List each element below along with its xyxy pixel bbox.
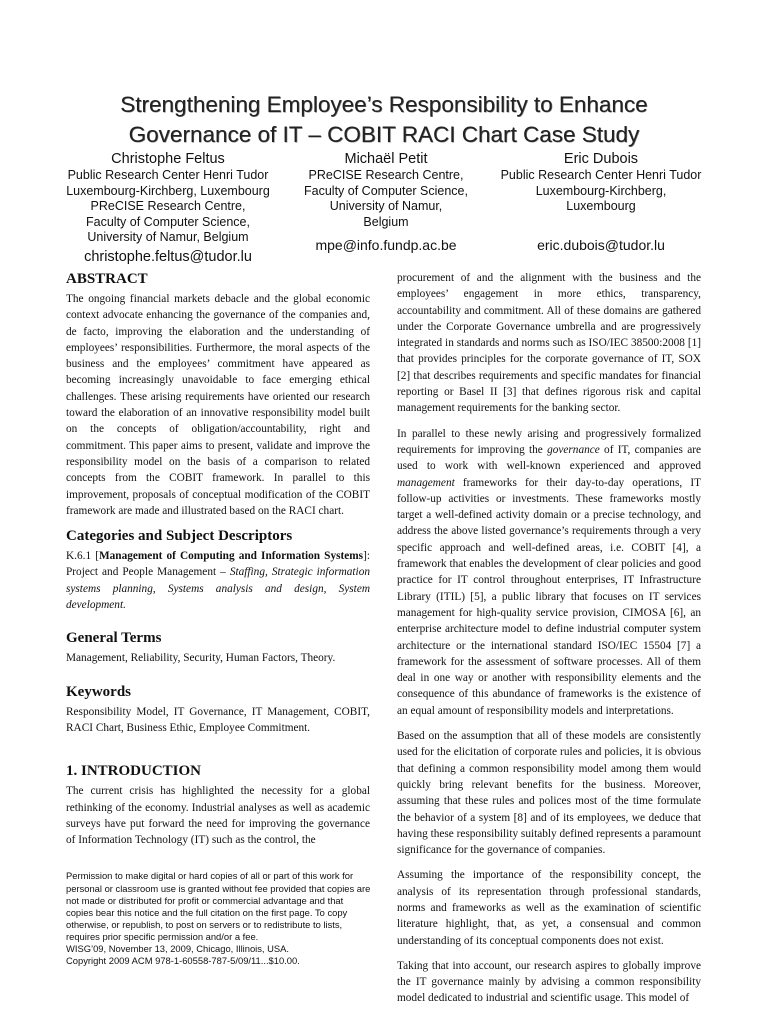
paragraph: Based on the assumption that all of these models are consistently used for the elicitation of corporate rules and policies, it is obvious that defining a common responsibility model among them would quickly bring relevant benefits for the business. Moreover, assuming that these rules and polices most of the time formulate the behavior of a system [8] and of its employees, we deduce that having these responsibility suitably defined represents a paramount significance for the governance of companies. — [397, 730, 701, 857]
text-span: frameworks for their day-to-day operations, IT follow-up activities or investments. These frameworks mostly target a well-defined activity domain or a precise technology, and address the above listed governance’s requirements through a very specific approach and well-defined areas, i.e. COBIT [4], a framework that enables the development of clear policies and good practice for IT control throughout enterprises, IT Infrastructure Library (ITIL) [5], a public library that focuses on IT services management for high-quality service provision, CIMOSA [6], an enterprise architecture model to define industrial computer system architecture or the international standard ISO/IEC 15504 [7] a framework for the assessment of software processes. All of them deal in one way or another with responsibility elements and the consequence of this abundance of frameworks is the existence of an equal amount of responsibility models and interpretations. — [397, 476, 701, 717]
author-affiliation: University of Namur, Belgium — [87, 230, 249, 244]
author-2 — [292, 150, 480, 254]
author-name: Christophe Feltus — [111, 151, 225, 167]
category-code: K.6.1 [ — [66, 550, 99, 563]
author-3 — [486, 150, 716, 254]
permission-line: WISG’09, November 13, 2009, Chicago, Illinois, USA. — [66, 942, 290, 954]
author-affiliation: University of Namur, — [329, 199, 443, 213]
author-email: mpe@info.fundp.ac.be — [315, 237, 457, 253]
author-affiliation: Belgium — [363, 214, 409, 229]
author-email: christophe.feltus@tudor.lu — [84, 248, 252, 265]
general-terms-heading: General Terms — [66, 630, 162, 647]
abstract-heading: ABSTRACT — [66, 271, 148, 287]
author-affiliation: Luxembourg — [566, 199, 636, 213]
permission-line: Permission to make digital or hard copies of all or part of this work for — [66, 870, 354, 882]
introduction-text: The current crisis has highlighted the necessity for a global rethinking of the economy. Industrial analyses as well as academic surveys have put forward the need for improving the governance of Information Technology (IT) such as the control, the — [66, 785, 370, 847]
permission-line: personal or classroom use is granted without fee provided that copies are — [66, 882, 371, 894]
author-name: Michaël Petit — [344, 151, 428, 167]
permission-line: requires prior specific permission and/or a fee. — [66, 930, 259, 942]
author-email: eric.dubois@tudor.lu — [537, 237, 665, 253]
right-column — [397, 270, 701, 1013]
emphasis: governance — [547, 443, 600, 456]
permission-line: not made or distributed for profit or commercial advantage and that — [66, 894, 344, 906]
author-affiliation: Faculty of Computer Science, — [86, 214, 250, 229]
category-name: Management of Computing and Information Systems — [98, 550, 364, 563]
author-affiliation: PReCISE Research Centre, — [308, 168, 464, 182]
author-affiliation: Public Research Center Henri Tudor — [500, 168, 702, 182]
permission-line: otherwise, or republish, to post on servers or to redistribute to lists, — [66, 918, 343, 930]
author-affiliation: Luxembourg-Kirchberg, — [535, 183, 667, 198]
paragraph: Taking that into account, our research aspires to globally improve the IT governance mainly by advising a common responsibility model dedicated to industrial and scientific usage. This model of — [397, 959, 701, 1005]
paragraph — [397, 426, 701, 719]
introduction-heading: 1. INTRODUCTION — [66, 763, 202, 780]
title-line-2: Governance of IT – COBIT RACI Chart Case Study — [128, 122, 640, 147]
author-name: Eric Dubois — [563, 151, 639, 167]
author-affiliation: Public Research Center Henri Tudor — [67, 168, 269, 182]
abstract-text: The ongoing financial markets debacle and the global economic context advocate enhancing the governance of the companies and, de facto, improving the elaboration and the understanding of employees’ responsibilities. Furthermore, the moral aspects of the business and the employees’ commitment have appeared as becoming increasingly unavoidable to face emerging ethical challenges. These arising requirements have oriented our research toward the elaboration of an innovative responsibility model built on the concepts of obligation/accountability, right and commitment. This paper aims to present, validate and improve the responsibility model on the basis of a comparison to related concepts from the COBIT framework. In parallel to this improvement, proposals of conceptual modification of the COBIT framework are made and illustrated based on the RACI chart. — [66, 293, 370, 517]
text-span: In parallel to these newly arising and progressively formalized requirements for improving the — [397, 427, 701, 456]
permission-notice — [66, 870, 370, 967]
category-descriptors: Staffing, Strategic information systems planning, Systems analysis and design, System development. — [66, 566, 370, 612]
category-subject: ]: Project and People Management – — [66, 550, 370, 579]
text-span: of IT, companies are used to work with well-known experienced and approved — [397, 443, 701, 473]
title-line-1: Strengthening Employee’s Responsibility to Enhance — [120, 92, 648, 117]
paragraph: Assuming the importance of the responsibility concept, the analysis of its representation through professional standards, norms and frameworks as well as the examination of scientific literature highlight, that, as yet, a consensual and common understanding of its conceptual components does not exist. — [397, 869, 701, 947]
general-terms-text: Management, Reliability, Security, Human Factors, Theory. — [66, 652, 336, 665]
author-1 — [46, 150, 290, 266]
permission-line: Copyright 2009 ACM 978-1-60558-787-5/09/11...$10.00. — [66, 955, 300, 967]
paper-title — [30, 90, 738, 150]
categories-heading: Categories and Subject Descriptors — [66, 528, 293, 545]
permission-line: copies bear this notice and the full citation on the first page. To copy — [66, 906, 348, 918]
keywords-heading: Keywords — [66, 683, 131, 700]
categories-text — [66, 548, 370, 613]
author-affiliation: PReCISE Research Centre, — [90, 199, 246, 213]
keywords-text: Responsibility Model, IT Governance, IT Management, COBIT, RACI Chart, Business Ethic, Employee Commitment. — [66, 705, 370, 734]
author-affiliation: Faculty of Computer Science, — [304, 183, 468, 198]
emphasis: management — [397, 476, 455, 489]
author-affiliation: Luxembourg-Kirchberg, Luxembourg — [66, 183, 270, 198]
left-column — [66, 270, 370, 967]
paragraph: procurement of and the alignment with the business and the employees’ engagement in more ethics, transparency, accountability and commitment. All of these domains are gathered under the Corporate Governance umbrella and are progressively integrated in standards and norms such as ISO/IEC 38500:2008 [1] that provides principles for the corporate governance of IT, SOX [2] that describes requirements and specific mandates for financial reporting or Basel II [3] that defines rigorous risk and capital management requirements for the banking sector. — [397, 272, 701, 415]
